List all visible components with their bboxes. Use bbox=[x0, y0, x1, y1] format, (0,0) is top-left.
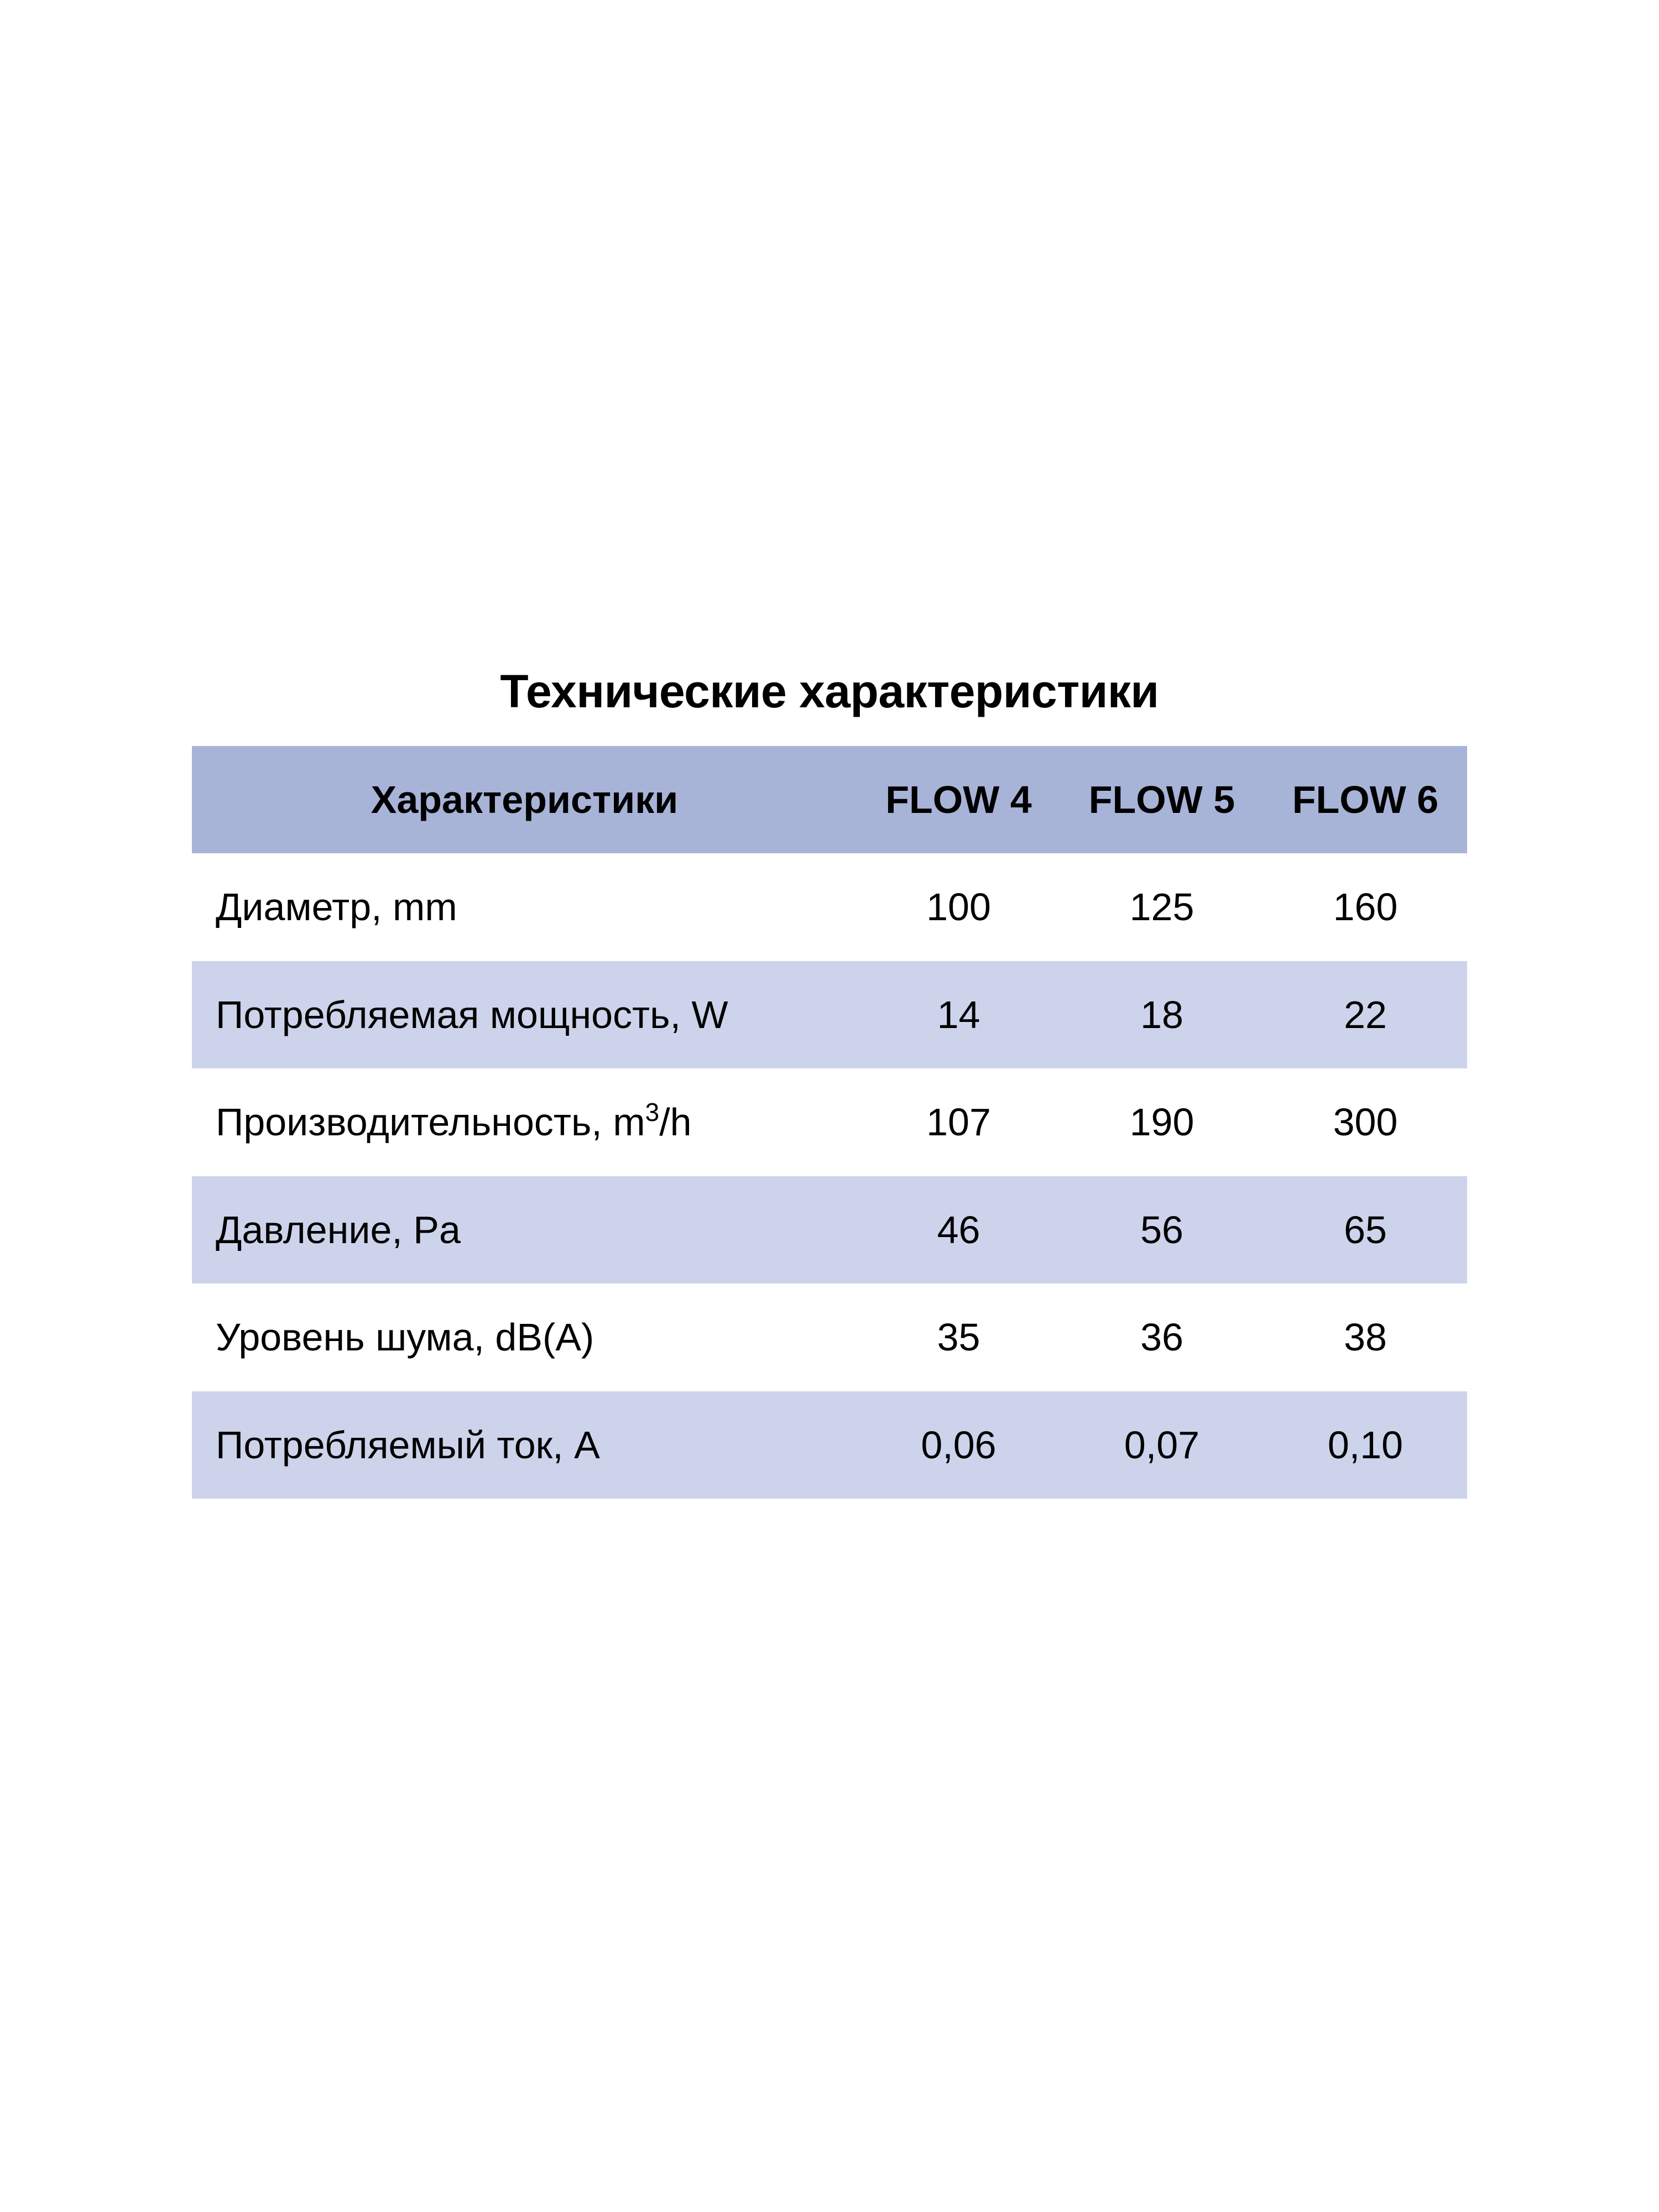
row-label-superscript: 3 bbox=[645, 1098, 660, 1127]
cell-value: 190 bbox=[1129, 1100, 1194, 1144]
row-label-suffix: /h bbox=[659, 1100, 692, 1144]
cell-value: 18 bbox=[1140, 993, 1183, 1036]
row-label-prefix: Производительность, m bbox=[216, 1100, 645, 1144]
cell-value: 14 bbox=[937, 993, 980, 1036]
cell-value: 0,10 bbox=[1327, 1423, 1404, 1467]
cell-value: 125 bbox=[1129, 885, 1194, 929]
cell-value: 56 bbox=[1140, 1208, 1183, 1251]
table-row-diameter bbox=[192, 853, 1467, 961]
cell-value: 100 bbox=[926, 885, 991, 929]
row-label bbox=[192, 1068, 857, 1176]
specifications-table bbox=[192, 746, 1467, 1499]
row-label: Давление, Pa bbox=[216, 1208, 461, 1251]
row-label: Потребляемый ток, A bbox=[216, 1423, 600, 1467]
row-label: Потребляемая мощность, W bbox=[216, 993, 728, 1036]
cell-value: 300 bbox=[1333, 1100, 1398, 1144]
table-row-noise bbox=[192, 1284, 1467, 1391]
cell-value: 65 bbox=[1344, 1208, 1387, 1251]
header-model-flow-5: FLOW 5 bbox=[1088, 778, 1235, 821]
table-row-pressure bbox=[192, 1176, 1467, 1284]
table-row-power bbox=[192, 961, 1467, 1069]
cell-value: 36 bbox=[1140, 1316, 1183, 1359]
row-label: Диаметр, mm bbox=[216, 885, 457, 929]
cell-value: 46 bbox=[937, 1208, 980, 1251]
header-model-flow-6: FLOW 6 bbox=[1292, 778, 1439, 821]
cell-value: 38 bbox=[1344, 1316, 1387, 1359]
header-model-flow-4: FLOW 4 bbox=[885, 778, 1032, 821]
cell-value: 0,06 bbox=[921, 1423, 997, 1467]
cell-value: 0,07 bbox=[1124, 1423, 1200, 1467]
table-row-current bbox=[192, 1391, 1467, 1499]
cell-value: 107 bbox=[926, 1100, 991, 1144]
cell-value: 22 bbox=[1344, 993, 1387, 1036]
cell-value: 35 bbox=[937, 1316, 980, 1359]
header-characteristics: Характеристики bbox=[371, 778, 679, 821]
page-title: Технические характеристики bbox=[500, 665, 1159, 717]
row-label: Уровень шума, dB(A) bbox=[216, 1316, 594, 1359]
cell-value: 160 bbox=[1333, 885, 1398, 929]
table-row-airflow bbox=[192, 1068, 1467, 1176]
table-header-row bbox=[192, 746, 1467, 853]
